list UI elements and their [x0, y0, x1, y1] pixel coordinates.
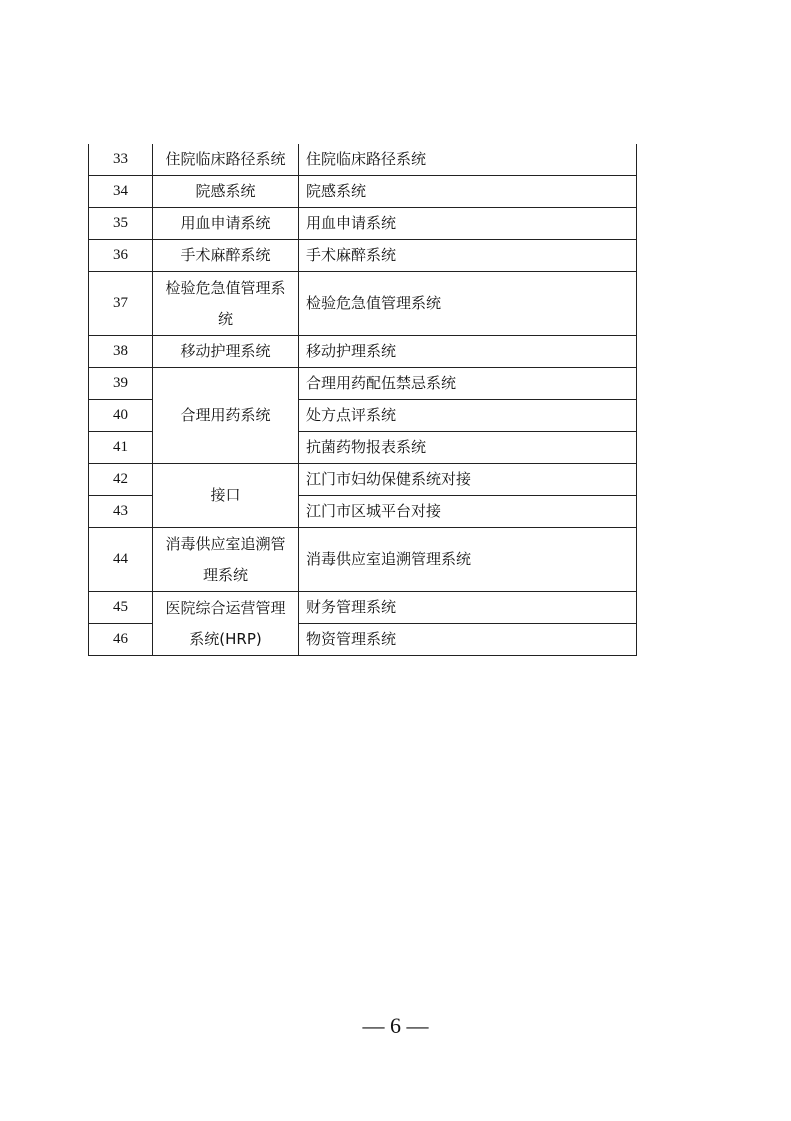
row-number: 44	[89, 528, 153, 592]
subsystem-cell: 消毒供应室追溯管理系统	[299, 528, 637, 592]
category-cell: 院感系统	[153, 176, 299, 208]
subsystem-cell: 财务管理系统	[299, 592, 637, 624]
row-number: 39	[89, 368, 153, 400]
subsystem-cell: 检验危急值管理系统	[299, 272, 637, 336]
category-cell: 用血申请系统	[153, 208, 299, 240]
category-cell: 接口	[153, 464, 299, 528]
table-row	[89, 272, 637, 336]
table-row	[89, 240, 637, 272]
subsystem-cell: 抗菌药物报表系统	[299, 432, 637, 464]
category-cell: 合理用药系统	[153, 368, 299, 464]
table-row	[89, 592, 637, 624]
row-number: 41	[89, 432, 153, 464]
system-list-table	[88, 144, 637, 656]
row-number: 33	[89, 144, 153, 176]
subsystem-cell: 移动护理系统	[299, 336, 637, 368]
subsystem-cell: 手术麻醉系统	[299, 240, 637, 272]
row-number: 40	[89, 400, 153, 432]
category-cell: 消毒供应室追溯管理系统	[153, 528, 299, 592]
category-cell: 医院综合运营管理系统(HRP)	[153, 592, 299, 656]
category-cell: 移动护理系统	[153, 336, 299, 368]
subsystem-cell: 院感系统	[299, 176, 637, 208]
table-row	[89, 336, 637, 368]
table-row	[89, 368, 637, 400]
subsystem-cell: 合理用药配伍禁忌系统	[299, 368, 637, 400]
row-number: 35	[89, 208, 153, 240]
table-row	[89, 464, 637, 496]
category-cell: 手术麻醉系统	[153, 240, 299, 272]
table-row	[89, 144, 637, 176]
row-number: 42	[89, 464, 153, 496]
row-number: 34	[89, 176, 153, 208]
row-number: 43	[89, 496, 153, 528]
category-cell: 检验危急值管理系统	[153, 272, 299, 336]
page-number: — 6 —	[362, 1013, 429, 1038]
row-number: 46	[89, 624, 153, 656]
row-number: 37	[89, 272, 153, 336]
table-row	[89, 176, 637, 208]
subsystem-cell: 处方点评系统	[299, 400, 637, 432]
subsystem-cell: 用血申请系统	[299, 208, 637, 240]
table-row	[89, 528, 637, 592]
subsystem-cell: 住院临床路径系统	[299, 144, 637, 176]
subsystem-cell: 江门市妇幼保健系统对接	[299, 464, 637, 496]
row-number: 38	[89, 336, 153, 368]
row-number: 36	[89, 240, 153, 272]
category-cell: 住院临床路径系统	[153, 144, 299, 176]
subsystem-cell: 物资管理系统	[299, 624, 637, 656]
row-number: 45	[89, 592, 153, 624]
subsystem-cell: 江门市区城平台对接	[299, 496, 637, 528]
table-row	[89, 208, 637, 240]
